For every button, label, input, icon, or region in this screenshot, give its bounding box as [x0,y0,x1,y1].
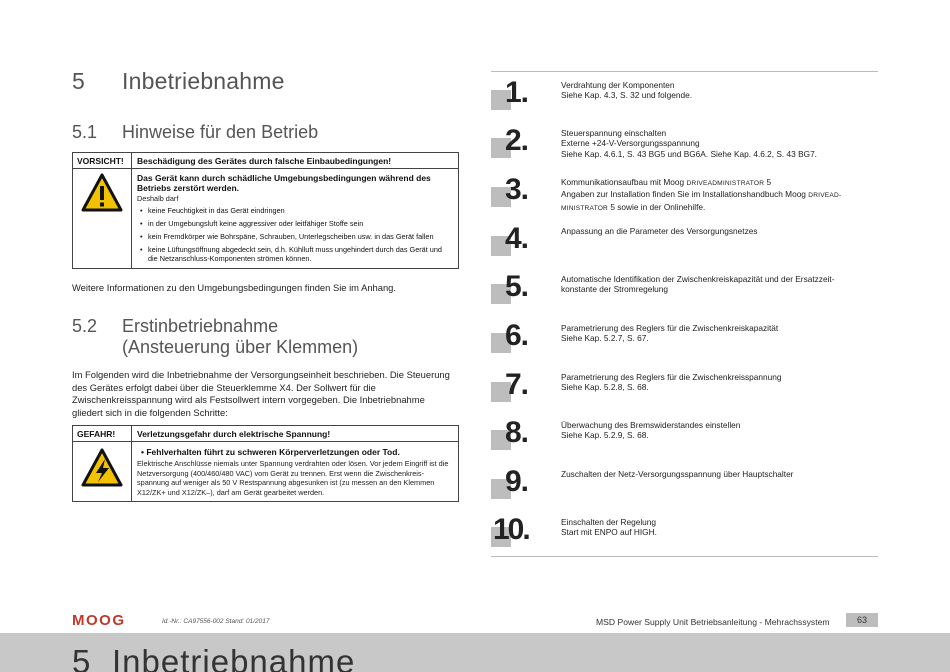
danger-label: GEFAHR! [73,426,132,441]
step-line: Überwachung des Bremswiderstandes einstellen [561,420,741,430]
step-8 [491,414,878,462]
caution-label: VORSICHT! [73,153,132,168]
steps-top-divider [491,71,878,72]
step-description [561,469,871,479]
step-description [561,274,871,295]
step-line: Verdrahtung der Komponenten [561,80,675,90]
step-number: 9. [505,465,529,498]
step-line: Einschalten der Regelung [561,517,657,527]
step-6 [491,317,878,365]
chapter-title-text: Inbetriebnahme [122,68,285,94]
chapter-band-title: Inbetriebnahme [112,643,356,672]
step-text: 5 [764,177,772,187]
step-line: Start mit ENPO auf HIGH. [561,527,657,538]
danger-title: Verletzungsgefahr durch elektrische Spannung! [137,428,331,439]
step-description [561,323,871,344]
environment-note: Weitere Informationen zu den Umgebungsbedingungen finden Sie im Anhang. [72,282,397,293]
chapter-band-number: 5 [72,643,92,672]
step-9 [491,463,878,511]
caution-lead: Das Gerät kann durch schädliche Umgebungsbedingungen während des Betriebs zerstört werden. [137,173,431,193]
step-line [561,189,871,201]
section-subtitle: (Ansteuerung über Klemmen) [122,337,359,357]
chapter-number: 5 [72,68,85,94]
step-1 [491,74,878,122]
section-number: 5.2 [72,316,98,336]
step-line: Zuschalten der Netz-Versorgungsspannung über Hauptschalter [561,469,794,479]
caution-item: • in der Umgebungsluft keine aggressiver oder leitfähiger Stoffe sein [137,219,453,229]
step-4 [491,220,878,268]
document-id: Id.-Nr.: CA97556-002 Stand: 01/2017 [162,618,270,625]
caution-box [72,152,459,269]
step-line: Automatische Identifikation der Zwischenkreiskapazität und der Ersatzzeit- [561,274,835,284]
caution-title: Beschädigung des Gerätes durch falsche Einbaubedingungen! [137,155,392,166]
danger-box [72,425,459,502]
high-voltage-icon [73,442,132,501]
danger-header [73,426,458,442]
caution-item: • keine Lüftungsöffnung abgedeckt sein, d.h. Kühlluft muss ungehindert durch das Gerät und die Netzanschluss-Komponenten strömen können. [137,245,453,264]
step-description [561,80,871,101]
step-number: 4. [505,222,529,255]
step-number: 3. [505,173,529,206]
step-number: 6. [505,319,529,352]
caution-header [73,153,458,169]
step-text: 5 sowie in der Onlinehilfe. [608,201,706,212]
step-description [561,128,871,159]
chapter-band-text [72,643,355,672]
step-description [561,372,871,393]
step-7 [491,366,878,414]
steps-bottom-divider [491,556,878,557]
step-number: 7. [505,368,529,401]
step-10 [491,511,878,559]
section-title-5-1 [72,122,318,143]
step-3 [491,171,878,219]
step-number: 8. [505,416,529,449]
section-title-5-2 [72,316,358,358]
section-title-text: Erstinbetriebnahme [122,316,279,336]
caution-list [137,206,453,264]
intro-paragraph: Im Folgenden wird die Inbetriebnahme der Versorgungseinheit beschrieben. Die Steuerung des Gerätes erfolgt dabei über die Steuerklemme X4. Der Sollwert für die Zwischenkreisspannung wird als Festsollwert intern vorgegeben. Die Inbetriebnahme gliedert sich in die folgenden Schritte: [72,369,450,418]
caution-intro: Deshalb darf [137,194,179,203]
step-number: 1. [505,76,529,109]
step-5 [491,268,878,316]
document-title: MSD Power Supply Unit Betriebsanleitung - Mehrachssystem [596,617,830,627]
step-line: Siehe Kap. 5.2.9, S. 68. [561,430,649,441]
step-line: Parametrierung des Reglers für die Zwischenkreisspannung [561,372,782,382]
step-line [561,177,871,189]
section-title-text: Hinweise für den Betrieb [122,122,319,142]
step-description [561,420,871,441]
caution-item: • kein Fremdkörper wie Bohrspäne, Schrauben, Unterlegscheiben usw. in das Gerät fallen [137,232,453,242]
step-line: Externe +24-V-Versorgungsspannung [561,138,700,149]
step-2 [491,122,878,170]
step-description [561,177,871,214]
warning-triangle-icon [73,169,132,268]
step-line [561,202,871,214]
step-line: Steuerspannung einschalten [561,128,667,138]
step-number: 5. [505,270,529,303]
moog-logo: MOOG [72,612,126,629]
step-line: konstante der Stromregelung [561,284,669,295]
danger-lead: • Fehlverhalten führt zu schweren Körperverletzungen oder Tod. [141,447,400,457]
chapter-title [72,68,285,95]
step-line: Siehe Kap. 5.2.7, S. 67. [561,333,649,344]
step-text: Kommunikationsaufbau mit Moog [561,177,687,187]
product-name: DRIVEAD- [808,192,842,200]
chapter-band [0,633,950,672]
section-number: 5.1 [72,122,98,142]
step-number: 10. [493,513,529,546]
step-description [561,517,871,538]
product-name: DRIVEADMINISTRATOR [686,180,765,187]
caution-item: • keine Feuchtigkeit in das Gerät eindringen [137,206,453,216]
step-number: 2. [505,124,529,157]
page-number: 63 [846,613,878,627]
step-text: Angaben zur Installation finden Sie im Installationshandbuch Moog [561,189,809,200]
step-line: Parametrierung des Reglers für die Zwischenkreiskapazität [561,323,779,333]
step-line: Siehe Kap. 4.6.1, S. 43 BG5 und BG6A. Siehe Kap. 4.6.2, S. 43 BG7. [561,148,817,159]
danger-lead-text: Fehlverhalten führt zu schweren Körperverletzungen oder Tod. [146,447,400,457]
step-description [561,226,871,236]
step-line: Siehe Kap. 4.3, S. 32 und folgende. [561,90,693,101]
step-line: Siehe Kap. 5.2.8, S. 68. [561,382,649,393]
danger-text: Elektrische Anschlüsse niemals unter Spannung verdrahten oder lösen. Vor jedem Eingriff ist die Netzversorgung (400/460/480 VAC) vom Gerät zu trennen. Erst wenn die Zwischenkreis-spannung auf weniger als 50 V Restspannung abgesunken ist (zu messen an den Klemmen X12/ZK+ und X12/ZK–), darf am Gerät gearbeitet werden. [137,459,449,497]
product-name: MINISTRATOR [561,204,609,212]
step-line: Anpassung an die Parameter des Versorgungsnetzes [561,226,758,236]
